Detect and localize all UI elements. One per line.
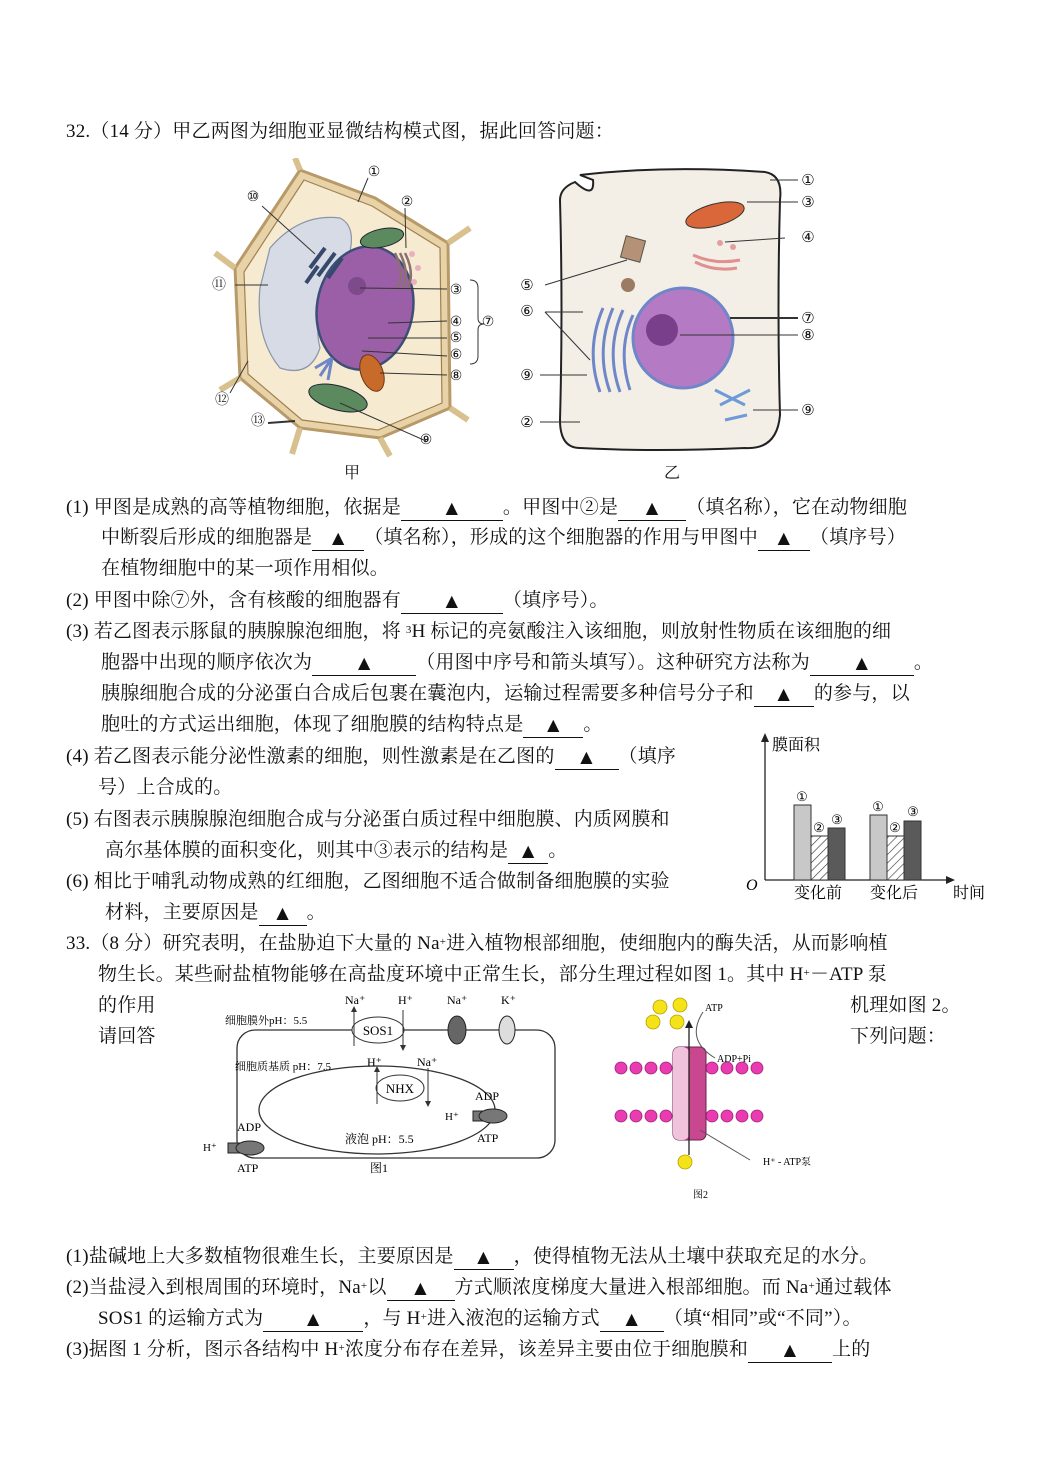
chart-xlabel: 时间 <box>953 885 985 902</box>
jia-label-11: ⑪ <box>212 278 226 293</box>
answer-blank[interactable]: ▲ <box>263 1307 363 1332</box>
outside-ph: 细胞膜外pH：5.5 <box>225 1015 308 1027</box>
answer-blank[interactable]: ▲ <box>758 526 810 551</box>
svg-text:K⁺: K⁺ <box>501 993 516 1007</box>
answer-blank[interactable]: ▲ <box>312 651 416 676</box>
svg-text:ATP: ATP <box>705 1003 723 1014</box>
fig-jia-caption: 甲 <box>344 463 361 482</box>
yi-label-2: ② <box>520 415 534 431</box>
cytoplasm-ph: 细胞质基质 pH：7.5 <box>235 1061 331 1073</box>
animal-cell-figure <box>515 160 835 460</box>
answer-blank[interactable]: ▲ <box>508 839 548 864</box>
q32-p4-line2: 号）上合成的。 <box>98 777 233 798</box>
yi-label-6: ⑥ <box>520 304 534 320</box>
svg-text:NHX: NHX <box>385 1081 415 1096</box>
svg-text:③: ③ <box>831 812 843 827</box>
q32-p3-line3: 胰腺细胞合成的分泌蛋白合成后包裹在囊泡内，运输过程需要多种信号分子和 ▲ 的参与，以 <box>101 680 910 708</box>
q33-side-right-2: 下列问题： <box>850 1026 947 1047</box>
answer-blank[interactable]: ▲ <box>754 682 814 707</box>
q32-p3-line1: (3) 若乙图表示豚鼠的胰腺腺泡细胞，将 $^3$H 标记的亮氨酸注入该细胞，则放射性物质在该细胞的细 <box>66 621 892 642</box>
svg-text:①: ① <box>872 799 884 814</box>
svg-text:Na⁺: Na⁺ <box>345 993 366 1007</box>
svg-text:H⁺: H⁺ <box>367 1055 382 1069</box>
answer-blank[interactable]: ▲ <box>523 713 583 738</box>
q33-side-left-2: 请回答 <box>98 1026 156 1047</box>
q32-p5-line2: 高尔基体膜的面积变化，则其中③表示的结构是 ▲ 。 <box>105 837 567 865</box>
answer-blank[interactable]: ▲ <box>555 745 619 770</box>
svg-text:Na⁺: Na⁺ <box>447 993 468 1007</box>
answer-blank[interactable]: ▲ <box>401 589 503 614</box>
jia-label-10: ⑩ <box>246 190 260 205</box>
jia-label-1: ① <box>367 165 381 180</box>
answer-blank[interactable]: ▲ <box>312 526 364 551</box>
svg-text:Na⁺: Na⁺ <box>417 1055 438 1069</box>
q32-p3-line2: 胞器中出现的顺序依次为 ▲ （用图中序号和箭头填写）。这种研究方法称为 ▲ 。 <box>101 649 933 677</box>
jia-label-13: ⑬ <box>251 414 265 429</box>
q32-p1-line1: (1) 甲图是成熟的高等植物细胞，依据是 ▲ 。甲图中②是 ▲ （填名称），它在动物细胞 <box>66 494 907 522</box>
q32-p6-line2: 材料，主要原因是 ▲ 。 <box>105 899 326 927</box>
svg-text:H⁺: H⁺ <box>445 1111 459 1123</box>
chart-origin: O <box>746 877 758 894</box>
svg-text:SOS1: SOS1 <box>362 1023 394 1038</box>
q32-p3-line4: 胞吐的方式运出细胞，体现了细胞膜的结构特点是 ▲ 。 <box>101 711 603 739</box>
fig-yi-caption: 乙 <box>664 463 681 482</box>
membrane-area-chart <box>740 730 985 910</box>
svg-text:ADP: ADP <box>237 1120 262 1134</box>
yi-label-1: ① <box>801 173 815 189</box>
svg-text:③: ③ <box>907 804 919 819</box>
figure-1-ion-transport <box>195 988 575 1178</box>
q33-side-left-1: 的作用 <box>98 995 156 1016</box>
answer-blank[interactable]: ▲ <box>454 1245 514 1270</box>
chart-ylabel: 膜面积 <box>772 737 821 754</box>
q32-p2: (2) 甲图中除⑦外，含有核酸的细胞器有 ▲ （填序号）。 <box>66 587 609 615</box>
yi-label-4: ④ <box>801 230 815 246</box>
q32-p6-line1: (6) 相比于哺乳动物成熟的红细胞，乙图细胞不适合做制备细胞膜的实验 <box>66 871 670 892</box>
answer-blank[interactable]: ▲ <box>810 651 914 676</box>
q33-side-right-1: 机理如图 2。 <box>850 995 961 1016</box>
svg-text:②: ② <box>889 820 901 835</box>
jia-label-12: ⑫ <box>215 393 229 408</box>
jia-label-7: ⑦ <box>481 315 495 330</box>
yi-label-7: ⑦ <box>801 311 815 327</box>
svg-text:ATP: ATP <box>477 1131 499 1145</box>
svg-text:ADP+Pi: ADP+Pi <box>717 1054 751 1065</box>
answer-blank[interactable]: ▲ <box>401 496 503 521</box>
yi-label-9b: ⑨ <box>801 403 815 419</box>
yi-label-8: ⑧ <box>801 328 815 344</box>
figure-2-caption: 图2 <box>693 1190 708 1201</box>
q32-p4-line1: (4) 若乙图表示能分泌性激素的细胞，则性激素是在乙图的 ▲ （填序 <box>66 743 676 771</box>
yi-label-5: ⑤ <box>520 278 534 294</box>
answer-blank[interactable]: ▲ <box>748 1338 832 1363</box>
answer-blank[interactable]: ▲ <box>618 496 686 521</box>
answer-blank[interactable]: ▲ <box>259 901 307 926</box>
q32-header: 32.（14 分）甲乙两图为细胞亚显微结构模式图，据此回答问题： <box>66 121 614 142</box>
q33-header-line2: 物生长。某些耐盐植物能够在高盐度环境中正常生长，部分生理过程如图 1。其中 H+－ATP 泵 <box>98 964 887 985</box>
q32-p1-line2: 中断裂后形成的细胞器是 ▲ （填名称），形成的这个细胞器的作用与甲图中 ▲ （填序号） <box>101 524 906 552</box>
vacuole-ph: 液泡 pH：5.5 <box>345 1132 414 1146</box>
svg-text:ADP: ADP <box>475 1089 500 1103</box>
answer-blank[interactable]: ▲ <box>600 1307 664 1332</box>
chart-category-before: 变化前 <box>794 885 843 902</box>
q33-p2-line2: SOS1 的运输方式为 ▲ ，与 H+进入液泡的运输方式 ▲ （填“相同”或“不同”）。 <box>98 1305 862 1333</box>
q33-p1: (1)盐碱地上大多数植物很难生长，主要原因是 ▲ ，使得植物无法从土壤中获取充足的水分。 <box>66 1243 878 1271</box>
svg-text:H⁺: H⁺ <box>203 1142 217 1154</box>
figure-1-caption: 图1 <box>370 1161 389 1175</box>
plant-cell-figure <box>200 158 500 458</box>
jia-label-6: ⑥ <box>449 348 463 363</box>
yi-label-9a: ⑨ <box>520 368 534 384</box>
svg-text:①: ① <box>796 789 808 804</box>
figure-2-proton-pump <box>605 990 845 1205</box>
jia-label-9: ⑨ <box>419 433 433 448</box>
chart-category-after: 变化后 <box>870 885 919 902</box>
q33-header-line1: 33.（8 分）研究表明，在盐胁迫下大量的 Na+进入植物根部细胞，使细胞内的酶失活，从而影响植 <box>66 933 888 954</box>
svg-text:ATP: ATP <box>237 1161 259 1175</box>
yi-label-3: ③ <box>801 195 815 211</box>
jia-label-5: ⑤ <box>449 331 463 346</box>
answer-blank[interactable]: ▲ <box>387 1276 455 1301</box>
pump-label: H⁺ - ATP泵 <box>763 1157 812 1168</box>
q32-p5-line1: (5) 右图表示胰腺腺泡细胞合成与分泌蛋白质过程中细胞膜、内质网膜和 <box>66 809 670 830</box>
jia-label-3: ③ <box>449 283 463 298</box>
q33-p3: (3)据图 1 分析，图示各结构中 H+浓度分布存在差异，该差异主要由位于细胞膜和 ▲ 上的 <box>66 1336 870 1364</box>
q33-p2-line1: (2)当盐浸入到根周围的环境时，Na+以 ▲ 方式顺浓度梯度大量进入根部细胞。而 Na+通过载体 <box>66 1274 892 1302</box>
jia-label-2: ② <box>400 195 414 210</box>
q32-p1-line3: 在植物细胞中的某一项作用相似。 <box>101 558 390 579</box>
svg-text:H⁺: H⁺ <box>398 993 413 1007</box>
svg-text:②: ② <box>813 820 825 835</box>
jia-label-8: ⑧ <box>449 369 463 384</box>
jia-label-4: ④ <box>449 315 463 330</box>
